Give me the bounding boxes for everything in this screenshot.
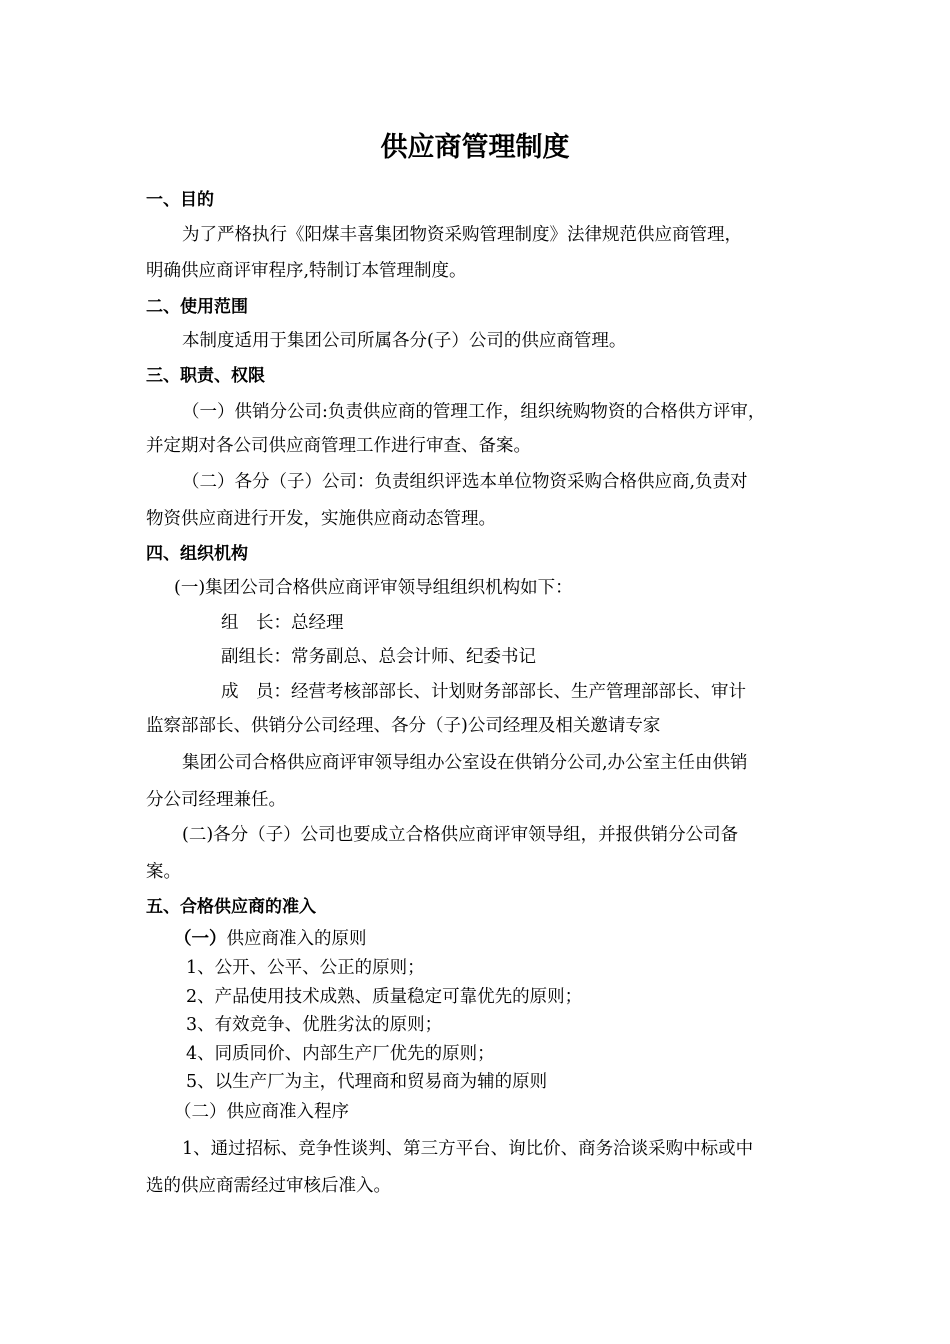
section-heading-scope: 二、使用范围 — [146, 297, 248, 317]
paragraph-line: 1、通过招标、竞争性谈判、第三方平台、询比价、商务洽谈采购中标或中 — [182, 1139, 754, 1159]
paragraph-line: （一）供销分公司:负责供应商的管理工作，组织统购物资的合格供方评审， — [182, 402, 766, 422]
paragraph-line: 集团公司合格供应商评审领导组办公室设在供销分公司,办公室主任由供销 — [182, 753, 748, 773]
org-members-line: 监察部部长、供销分公司经理、各分（子)公司经理及相关邀请专家 — [146, 716, 661, 736]
org-members-line: 成 员：经营考核部部长、计划财务部部长、生产管理部部长、审计 — [221, 682, 746, 702]
subsection-line: (一)集团公司合格供应商评审领导组组织机构如下： — [174, 578, 573, 598]
section-heading-organization: 四、组织机构 — [146, 544, 248, 564]
document-title: 供应商管理制度 — [380, 132, 570, 163]
paragraph-line: 本制度适用于集团公司所属各分(子）公司的供应商管理。 — [182, 331, 627, 351]
org-deputy-line: 副组长：常务副总、总会计师、纪委书记 — [221, 647, 536, 667]
paragraph-line: 选的供应商需经过审核后准入。 — [146, 1176, 391, 1196]
org-leader-line: 组 长：总经理 — [221, 613, 344, 633]
paragraph-line: (二)各分（子）公司也要成立合格供应商评审领导组，并报供销分公司备 — [182, 825, 739, 845]
section-heading-responsibilities: 三、职责、权限 — [146, 366, 265, 386]
principle-item: 1、公开、公平、公正的原则； — [186, 958, 425, 978]
paragraph-line: 为了严格执行《阳煤丰喜集团物资采购管理制度》法律规范供应商管理， — [182, 225, 742, 245]
principle-item: 3、有效竞争、优胜劣汰的原则； — [186, 1015, 443, 1035]
principle-item: 4、同质同价、内部生产厂优先的原则； — [186, 1044, 495, 1064]
paragraph-line: 并定期对各公司供应商管理工作进行审查、备案。 — [146, 436, 531, 456]
paragraph-line: 案。 — [146, 862, 181, 882]
subsection-text: 供应商准入的原则 — [226, 929, 367, 949]
paragraph-line: 明确供应商评审程序,特制订本管理制度。 — [146, 261, 467, 281]
section-heading-purpose: 一、目的 — [146, 190, 214, 210]
principle-item: 2、产品使用技术成熟、质量稳定可靠优先的原则； — [186, 987, 583, 1007]
principle-item: 5、以生产厂为主，代理商和贸易商为辅的原则 — [186, 1072, 548, 1092]
section-heading-admission: 五、合格供应商的准入 — [146, 897, 316, 917]
subsection-number: （一） — [174, 929, 227, 949]
subsection-line — [174, 931, 367, 949]
paragraph-line: 分公司经理兼任。 — [146, 790, 286, 810]
paragraph-line: 物资供应商进行开发，实施供应商动态管理。 — [146, 509, 496, 529]
paragraph-line: （二）各分（子）公司：负责组织评选本单位物资采购合格供应商,负责对 — [182, 472, 748, 492]
subsection-line: （二）供应商准入程序 — [174, 1102, 349, 1122]
